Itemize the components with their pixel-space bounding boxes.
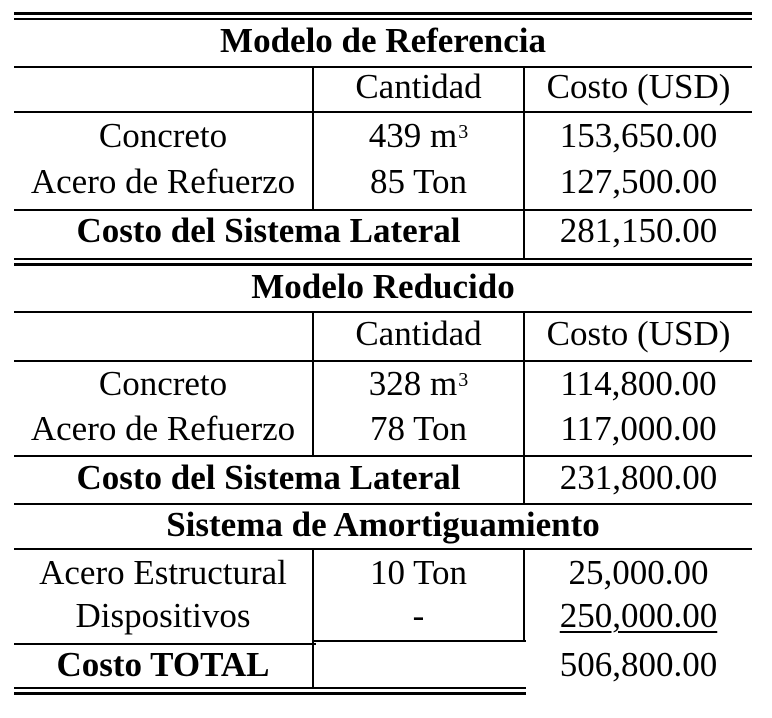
- mid-double-rule-1: [14, 258, 752, 260]
- row-cost: [525, 596, 752, 636]
- header-quantity: Cantidad: [355, 67, 482, 106]
- row-cost: 114,800.00: [560, 364, 717, 403]
- rule: [14, 548, 752, 550]
- section-title-reduced: Modelo Reducido: [251, 267, 515, 306]
- row-item: Acero de Refuerzo: [30, 162, 296, 201]
- row-cost: 25,000.00: [568, 553, 709, 592]
- rule: [14, 360, 752, 362]
- rule: [14, 111, 752, 113]
- subtotal-value: 281,150.00: [559, 211, 718, 250]
- row-cost: 127,500.00: [559, 162, 718, 201]
- row-cost: 153,650.00: [559, 116, 718, 155]
- row-item: Dispositivos: [75, 596, 251, 635]
- underlined-cost: 250,000.00: [559, 596, 718, 635]
- header-quantity: Cantidad: [355, 314, 482, 353]
- row-item: Acero de Refuerzo: [30, 409, 296, 448]
- top-double-rule-1: [14, 12, 752, 15]
- bottom-double-rule-2: [14, 692, 526, 695]
- row-cost: 117,000.00: [560, 409, 717, 448]
- subtotal-label: Costo del Sistema Lateral: [76, 211, 461, 250]
- rule: [14, 311, 752, 313]
- subtotal-value: 231,800.00: [559, 458, 718, 497]
- section-title-reference: Modelo de Referencia: [220, 21, 546, 60]
- total-label: Costo TOTAL: [56, 645, 270, 684]
- rule: [14, 455, 752, 457]
- row-item: Concreto: [98, 364, 228, 403]
- mid-double-rule-2: [14, 263, 752, 266]
- row-item: Concreto: [98, 116, 228, 155]
- top-double-rule-2: [14, 18, 752, 20]
- row-quantity: 85 Ton: [369, 162, 468, 201]
- section-title-damping: Sistema de Amortiguamiento: [166, 505, 600, 544]
- row-quantity: 78 Ton: [369, 409, 468, 448]
- total-value: 506,800.00: [559, 645, 718, 684]
- bottom-double-rule-1: [14, 687, 526, 689]
- subtotal-label: Costo del Sistema Lateral: [76, 458, 461, 497]
- row-quantity: -: [412, 596, 425, 635]
- row-quantity: 10 Ton: [369, 553, 468, 592]
- header-cost: Costo (USD): [546, 314, 731, 353]
- row-item: Acero Estructural: [39, 553, 287, 592]
- header-cost: Costo (USD): [546, 67, 731, 106]
- row-quantity: 439 $m^3$: [368, 116, 469, 155]
- rule: [314, 640, 526, 642]
- row-quantity: 328 $m^3$: [368, 364, 469, 403]
